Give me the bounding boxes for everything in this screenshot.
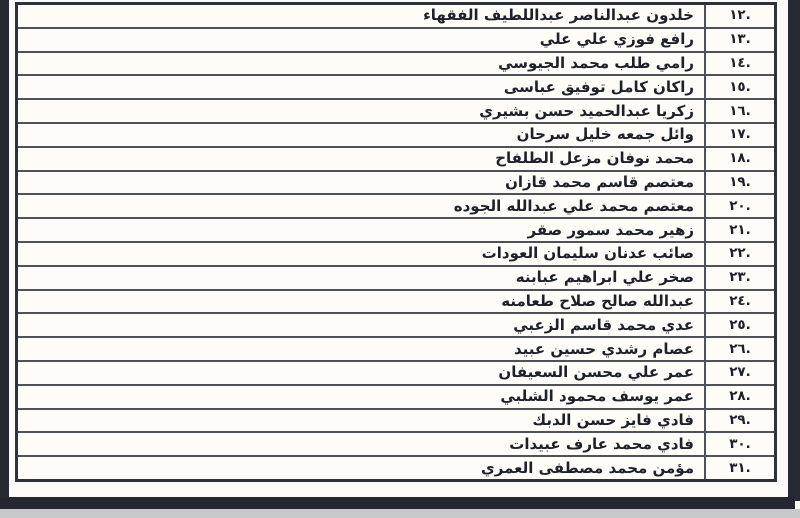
name-cell: خلدون عبدالناصر عبداللطيف الفقهاء	[18, 5, 704, 27]
scan-bottom-shadow	[0, 509, 800, 518]
names-table	[15, 2, 777, 482]
row-number-cell: ٢٧.	[704, 362, 774, 384]
row-number-cell: ٢٩.	[704, 410, 774, 432]
table-row	[18, 219, 774, 243]
name-cell: زكريا عبدالحميد حسن بشيري	[18, 100, 704, 122]
name-cell: محمد نوفان مزعل الطلفاح	[18, 148, 704, 170]
row-number-cell: ١٣.	[704, 29, 774, 51]
row-number-cell: ٢٠.	[704, 195, 774, 217]
name-cell: مؤمن محمد مصطفى العمري	[18, 457, 704, 479]
name-cell: معتصم قاسم محمد قازان	[18, 172, 704, 194]
name-cell: عبدالله صالح صلاح طعامنه	[18, 291, 704, 313]
row-number-cell: ٢٦.	[704, 338, 774, 360]
name-cell: رامي طلب محمد الجيوسي	[18, 53, 704, 75]
table-row	[18, 243, 774, 267]
table-row	[18, 362, 774, 386]
row-number-cell: ٣١.	[704, 457, 774, 479]
table-row	[18, 386, 774, 410]
row-number-cell: ١٢.	[704, 5, 774, 27]
row-number-cell: ٢٤.	[704, 291, 774, 313]
table-row	[18, 457, 774, 479]
table-row	[18, 76, 774, 100]
row-number-cell: ١٧.	[704, 124, 774, 146]
table-row	[18, 314, 774, 338]
table-row	[18, 5, 774, 29]
table-row	[18, 53, 774, 77]
table-row	[18, 29, 774, 53]
name-cell: صائب عدنان سليمان العودات	[18, 243, 704, 265]
name-cell: فادي فايز حسن الدبك	[18, 410, 704, 432]
name-cell: عدي محمد قاسم الزعبي	[18, 314, 704, 336]
row-number-cell: ٢٢.	[704, 243, 774, 265]
name-cell: وائل جمعه خليل سرحان	[18, 124, 704, 146]
row-number-cell: ٣٠.	[704, 433, 774, 455]
scan-edge-bottom	[0, 497, 795, 509]
name-cell: عمر علي محسن السعيفان	[18, 362, 704, 384]
row-number-cell: ١٩.	[704, 172, 774, 194]
name-cell: عصام رشدي حسين عبيد	[18, 338, 704, 360]
name-cell: عمر يوسف محمود الشلبي	[18, 386, 704, 408]
table-row	[18, 267, 774, 291]
table-row	[18, 410, 774, 434]
table-row	[18, 172, 774, 196]
scan-edge-right	[788, 0, 800, 501]
name-cell: زهير محمد سمور صقر	[18, 219, 704, 241]
table-row	[18, 100, 774, 124]
name-cell: رافع فوزي علي علي	[18, 29, 704, 51]
row-number-cell: ٢٨.	[704, 386, 774, 408]
row-number-cell: ١٨.	[704, 148, 774, 170]
row-number-cell: ٢٥.	[704, 314, 774, 336]
row-number-cell: ١٤.	[704, 53, 774, 75]
table-row	[18, 291, 774, 315]
name-cell: صخر علي ابراهيم عبابنه	[18, 267, 704, 289]
name-cell: راكان كامل توفيق عباسى	[18, 76, 704, 98]
table-row	[18, 338, 774, 362]
row-number-cell: ٢١.	[704, 219, 774, 241]
row-number-cell: ١٥.	[704, 76, 774, 98]
table-row	[18, 148, 774, 172]
scan-edge-left	[0, 0, 9, 509]
name-cell: فادي محمد عارف عبيدات	[18, 433, 704, 455]
row-number-cell: ١٦.	[704, 100, 774, 122]
table-row	[18, 433, 774, 457]
row-number-cell: ٢٣.	[704, 267, 774, 289]
table-row	[18, 195, 774, 219]
name-cell: معتصم محمد علي عبدالله الجوده	[18, 195, 704, 217]
table-row	[18, 124, 774, 148]
